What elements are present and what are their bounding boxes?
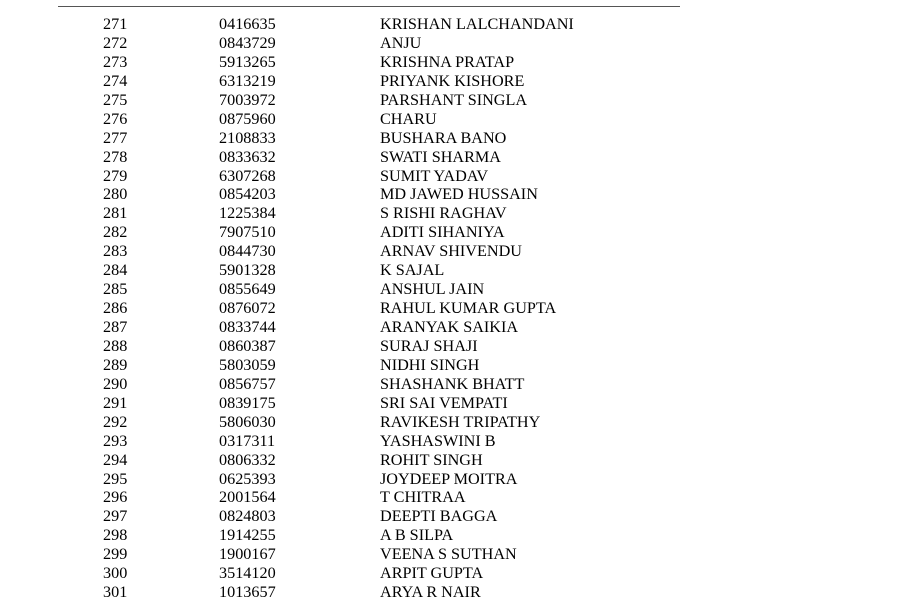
serial-number: 294 (103, 450, 128, 469)
serial-number: 275 (103, 90, 128, 109)
table-row (0, 185, 904, 204)
candidate-name: ARYA R NAIR (380, 583, 481, 602)
roll-number: 0833632 (219, 147, 276, 166)
roll-number: 0416635 (219, 15, 276, 33)
table-row (0, 583, 904, 602)
table-row (0, 110, 904, 129)
table-row (0, 375, 904, 394)
roll-number: 1914255 (219, 526, 276, 545)
table-row (0, 526, 904, 545)
candidate-name: KRISHAN LALCHANDANI (380, 15, 574, 33)
roll-number: 0875960 (219, 109, 276, 128)
table-row (0, 223, 904, 242)
candidate-name: ANSHUL JAIN (380, 280, 485, 299)
table-row (0, 148, 904, 167)
serial-number: 300 (103, 564, 128, 583)
candidate-name: SRI SAI VEMPATI (380, 393, 508, 412)
roll-number: 0843729 (219, 33, 276, 52)
table-row (0, 242, 904, 261)
roll-number: 7003972 (219, 90, 276, 109)
table-row (0, 53, 904, 72)
table-row (0, 451, 904, 470)
table-row (0, 280, 904, 299)
serial-number: 271 (103, 15, 128, 33)
candidate-name: BUSHARA BANO (380, 128, 507, 147)
roll-number: 3514120 (219, 564, 276, 583)
candidate-name: SUMIT YADAV (380, 166, 489, 185)
candidate-name: PARSHANT SINGLA (380, 90, 528, 109)
serial-number: 283 (103, 242, 128, 261)
table-row (0, 564, 904, 583)
roll-number: 0876072 (219, 299, 276, 318)
roll-number: 0854203 (219, 185, 276, 204)
roll-number: 5901328 (219, 261, 276, 280)
candidate-name: YASHASWINI B (380, 431, 496, 450)
roll-number: 0625393 (219, 469, 276, 488)
candidate-name: KRISHNA PRATAP (380, 52, 515, 71)
table-row (0, 261, 904, 280)
results-table (0, 15, 904, 602)
serial-number: 282 (103, 223, 128, 242)
candidate-name: S RISHI RAGHAV (380, 204, 507, 223)
roll-number: 6307268 (219, 166, 276, 185)
roll-number: 0860387 (219, 336, 276, 355)
table-row (0, 413, 904, 432)
candidate-name: RAVIKESH TRIPATHY (380, 412, 541, 431)
candidate-name: ROHIT SINGH (380, 450, 483, 469)
candidate-name: RAHUL KUMAR GUPTA (380, 299, 557, 318)
serial-number: 278 (103, 147, 128, 166)
table-row (0, 91, 904, 110)
table-row (0, 72, 904, 91)
serial-number: 289 (103, 355, 128, 374)
serial-number: 290 (103, 374, 128, 393)
table-row (0, 488, 904, 507)
serial-number: 299 (103, 545, 128, 564)
serial-number: 276 (103, 109, 128, 128)
serial-number: 296 (103, 488, 128, 507)
roll-number: 0824803 (219, 507, 276, 526)
table-row (0, 15, 904, 34)
serial-number: 291 (103, 393, 128, 412)
candidate-name: MD JAWED HUSSAIN (380, 185, 538, 204)
table-row (0, 507, 904, 526)
serial-number: 293 (103, 431, 128, 450)
candidate-name: PRIYANK KISHORE (380, 71, 525, 90)
candidate-name: DEEPTI BAGGA (380, 507, 498, 526)
roll-number: 6313219 (219, 71, 276, 90)
candidate-name: ADITI SIHANIYA (380, 223, 505, 242)
top-rule (58, 6, 680, 7)
candidate-name: ARANYAK SAIKIA (380, 318, 519, 336)
table-row (0, 167, 904, 186)
table-row (0, 545, 904, 564)
serial-number: 285 (103, 280, 128, 299)
serial-number: 286 (103, 299, 128, 318)
roll-number: 0856757 (219, 374, 276, 393)
candidate-name: NIDHI SINGH (380, 355, 480, 374)
table-row (0, 337, 904, 356)
serial-number: 279 (103, 166, 128, 185)
table-row (0, 299, 904, 318)
roll-number: 2001564 (219, 488, 276, 507)
roll-number: 7907510 (219, 223, 276, 242)
serial-number: 273 (103, 52, 128, 71)
table-row (0, 318, 904, 337)
serial-number: 301 (103, 583, 128, 602)
serial-number: 297 (103, 507, 128, 526)
serial-number: 281 (103, 204, 128, 223)
roll-number: 1225384 (219, 204, 276, 223)
table-row (0, 432, 904, 451)
table-row (0, 204, 904, 223)
serial-number: 277 (103, 128, 128, 147)
roll-number: 0317311 (219, 431, 276, 450)
candidate-name: SWATI SHARMA (380, 147, 501, 166)
candidate-name: K SAJAL (380, 261, 445, 280)
roll-number: 2108833 (219, 128, 276, 147)
roll-number: 1013657 (219, 583, 276, 602)
table-row (0, 129, 904, 148)
serial-number: 288 (103, 336, 128, 355)
table-row (0, 394, 904, 413)
serial-number: 298 (103, 526, 128, 545)
candidate-name: CHARU (380, 109, 437, 128)
roll-number: 0833744 (219, 318, 276, 336)
candidate-name: JOYDEEP MOITRA (380, 469, 518, 488)
roll-number: 5913265 (219, 52, 276, 71)
roll-number: 0806332 (219, 450, 276, 469)
roll-number: 5803059 (219, 355, 276, 374)
roll-number: 0855649 (219, 280, 276, 299)
table-row (0, 34, 904, 53)
serial-number: 280 (103, 185, 128, 204)
candidate-name: ANJU (380, 33, 422, 52)
roll-number: 0839175 (219, 393, 276, 412)
roll-number: 1900167 (219, 545, 276, 564)
table-row (0, 356, 904, 375)
candidate-name: T CHITRAA (380, 488, 466, 507)
serial-number: 274 (103, 71, 128, 90)
roll-number: 5806030 (219, 412, 276, 431)
candidate-name: A B SILPA (380, 526, 454, 545)
candidate-name: SURAJ SHAJI (380, 336, 478, 355)
candidate-name: SHASHANK BHATT (380, 374, 525, 393)
serial-number: 272 (103, 33, 128, 52)
candidate-name: ARNAV SHIVENDU (380, 242, 522, 261)
table-row (0, 470, 904, 489)
serial-number: 292 (103, 412, 128, 431)
serial-number: 287 (103, 318, 128, 336)
candidate-name: VEENA S SUTHAN (380, 545, 517, 564)
serial-number: 295 (103, 469, 128, 488)
candidate-name: ARPIT GUPTA (380, 564, 484, 583)
roll-number: 0844730 (219, 242, 276, 261)
serial-number: 284 (103, 261, 128, 280)
